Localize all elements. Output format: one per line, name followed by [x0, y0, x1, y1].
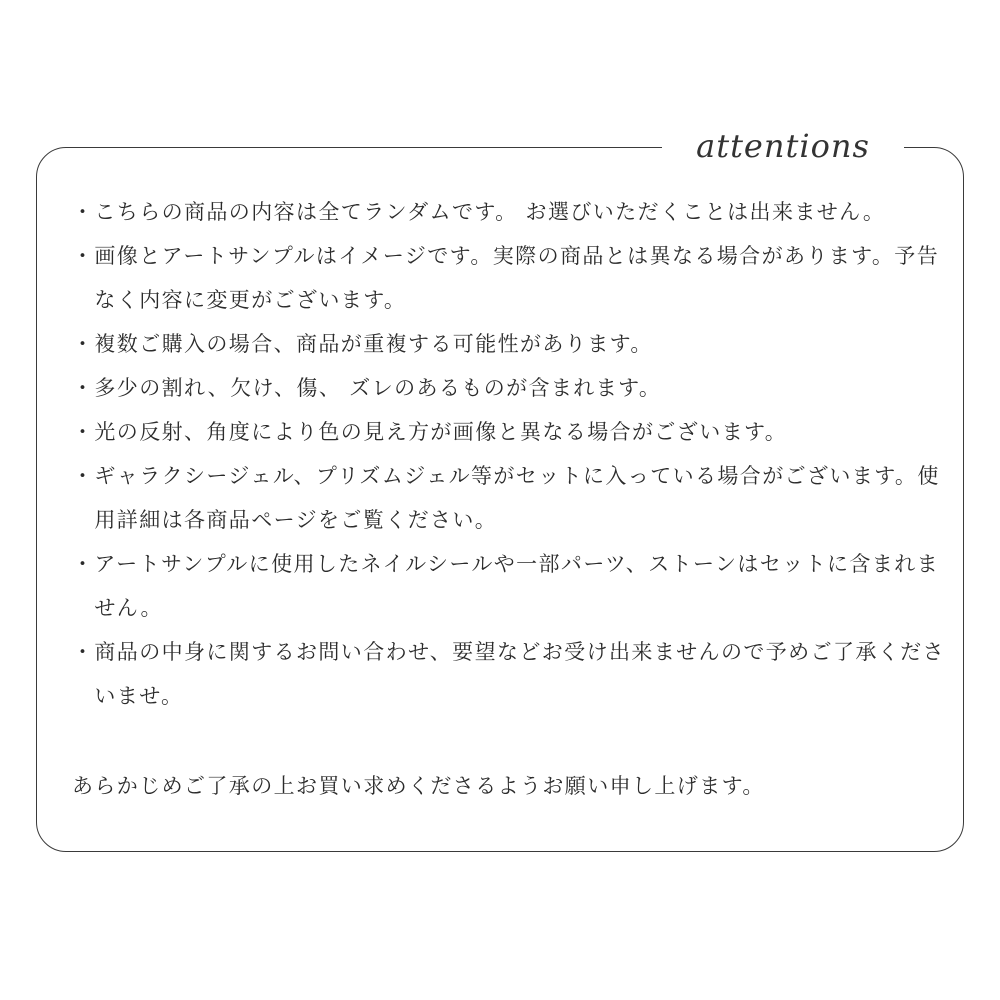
list-item [72, 630, 952, 718]
list-item-text: 画像とアートサンプルはイメージです。実際の商品とは異なる場合があります。予告なく内容に変更がございます。 [94, 244, 940, 312]
list-item [72, 542, 952, 630]
notice-list [72, 190, 952, 718]
list-item [72, 234, 952, 322]
list-item [72, 410, 952, 454]
bullet-mark: ・ [72, 464, 95, 488]
bullet-mark: ・ [72, 332, 95, 356]
list-item-text: 複数ご購入の場合、商品が重複する可能性があります。 [94, 332, 653, 356]
attentions-heading: attentions [696, 127, 870, 165]
list-item [72, 322, 952, 366]
bullet-mark: ・ [72, 376, 95, 400]
bullet-mark: ・ [72, 244, 95, 268]
list-item-text: アートサンプルに使用したネイルシールや一部パーツ、ストーンはセットに含まれません。 [94, 552, 939, 620]
bullet-mark: ・ [72, 200, 95, 224]
list-item-text: 光の反射、角度により色の見え方が画像と異なる場合がございます。 [94, 420, 788, 444]
bullet-mark: ・ [72, 420, 95, 444]
bullet-mark: ・ [72, 552, 95, 576]
closing-note: あらかじめご了承の上お買い求めくださるようお願い申し上げます。 [72, 774, 765, 798]
list-item-text: 多少の割れ、欠け、傷、 ズレのあるものが含まれます。 [94, 376, 662, 400]
list-item [72, 454, 952, 542]
list-item [72, 366, 952, 410]
list-item-text: ギャラクシージェル、プリズムジェル等がセットに入っている場合がございます。使用詳細は各商品ページをご覧ください。 [94, 464, 940, 532]
list-item [72, 190, 952, 234]
bullet-mark: ・ [72, 640, 95, 664]
list-item-text: 商品の中身に関するお問い合わせ、要望などお受け出来ませんので予めご了承くださいませ。 [94, 640, 945, 708]
list-item-text: こちらの商品の内容は全てランダムです。 お選びいただくことは出来ません。 [94, 200, 886, 224]
